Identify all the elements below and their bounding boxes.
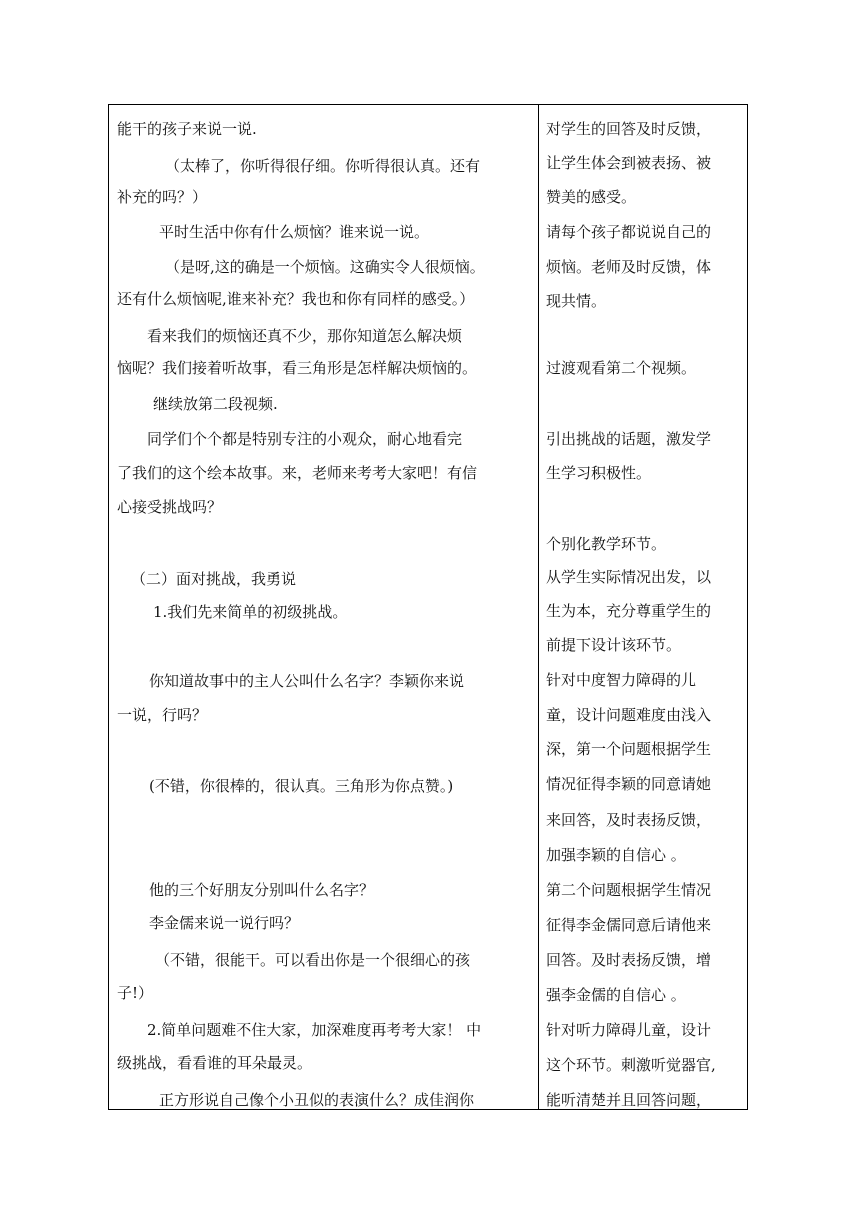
left-line-6: 还有什么烦恼呢,谁来补充？我也和你有同样的感受。） bbox=[117, 290, 475, 308]
left-line-19: 李金儒来说一说行吗？ bbox=[149, 914, 300, 932]
right-line-5: 烦恼。老师及时反馈，体 bbox=[546, 258, 712, 276]
left-line-15: 你知道故事中的主人公叫什么名字？李颖你来说 bbox=[149, 672, 465, 690]
right-line-16: 深，第一个问题根据学生 bbox=[546, 740, 712, 758]
left-line-21: 子!） bbox=[117, 984, 154, 1002]
left-line-8: 恼呢？我们接着听故事，看三角形是怎样解决烦恼的。 bbox=[117, 359, 478, 377]
left-line-23: 级挑战，看看谁的耳朵最灵。 bbox=[117, 1054, 313, 1072]
left-line-14: 1.我们先来简单的初级挑战。 bbox=[153, 603, 348, 621]
right-line-15: 童，设计问题难度由浅入 bbox=[546, 706, 712, 724]
right-line-13: 前提下设计该环节。 bbox=[546, 636, 682, 654]
right-line-7: 过渡观看第二个视频。 bbox=[546, 359, 697, 377]
left-line-12: 心接受挑战吗？ bbox=[117, 498, 223, 516]
left-line-16: 一说，行吗？ bbox=[117, 706, 208, 724]
right-line-6: 现共情。 bbox=[546, 292, 607, 310]
right-line-23: 强李金儒的自信心 。 bbox=[546, 986, 686, 1004]
right-line-19: 加强李颖的自信心 。 bbox=[546, 846, 686, 864]
left-line-7: 看来我们的烦恼还真不少，那你知道怎么解决烦 bbox=[147, 327, 463, 345]
right-line-22: 回答。及时表扬反馈，增 bbox=[546, 951, 712, 969]
right-line-9: 生学习积极性。 bbox=[546, 464, 652, 482]
left-line-2: （太棒了，你听得很仔细。你听得很认真。还有 bbox=[165, 157, 481, 175]
left-line-5: （是呀,这的确是一个烦恼。这确实令人很烦恼。 bbox=[165, 258, 485, 276]
right-line-4: 请每个孩子都说说自己的 bbox=[546, 223, 712, 241]
right-line-10: 个别化教学环节。 bbox=[546, 535, 667, 553]
right-line-3: 赞美的感受。 bbox=[546, 188, 637, 206]
lesson-plan-table bbox=[108, 104, 748, 1110]
left-line-4: 平时生活中你有什么烦恼？谁来说一说。 bbox=[159, 223, 430, 241]
right-line-26: 能听清楚并且回答问题， bbox=[546, 1091, 712, 1109]
right-line-24: 针对听力障碍儿童，设计 bbox=[546, 1021, 712, 1039]
left-line-18: 他的三个好朋友分别叫什么名字？ bbox=[149, 881, 375, 899]
left-line-11: 了我们的这个绘本故事。来，老师来考考大家吧！有信 bbox=[117, 464, 478, 482]
left-line-3: 补充的吗？） bbox=[117, 188, 208, 206]
right-line-2: 让学生体会到被表扬、被 bbox=[546, 154, 712, 172]
column-divider bbox=[538, 105, 539, 1109]
right-line-12: 生为本，充分尊重学生的 bbox=[546, 602, 712, 620]
right-line-20: 第二个问题根据学生情况 bbox=[546, 881, 712, 899]
right-line-8: 引出挑战的话题，激发学 bbox=[546, 430, 712, 448]
right-line-18: 来回答，及时表扬反馈， bbox=[546, 811, 712, 829]
right-line-17: 情况征得李颖的同意请她 bbox=[546, 775, 712, 793]
left-line-17: (不错，你很棒的，很认真。三角形为你点赞。) bbox=[149, 777, 454, 795]
left-line-20: （不错，很能干。可以看出你是一个很细心的孩 bbox=[155, 951, 471, 969]
left-line-1: 能干的孩子来说一说. bbox=[117, 120, 257, 138]
right-line-14: 针对中度智力障碍的儿 bbox=[546, 671, 697, 689]
right-line-1: 对学生的回答及时反馈， bbox=[546, 120, 712, 138]
left-line-24: 正方形说自己像个小丑似的表演什么？成佳润你 bbox=[159, 1091, 475, 1109]
right-line-25: 这个环节。刺激听觉器官, bbox=[546, 1056, 716, 1074]
right-line-21: 征得李金儒同意后请他来 bbox=[546, 916, 712, 934]
left-line-22: 2.简单问题难不住大家，加深难度再考考大家！ 中 bbox=[147, 1021, 482, 1039]
left-line-10: 同学们个个都是特别专注的小观众，耐心地看完 bbox=[147, 430, 463, 448]
left-line-13: （二）面对挑战，我勇说 bbox=[131, 570, 297, 588]
right-line-11: 从学生实际情况出发，以 bbox=[546, 568, 712, 586]
left-line-9: 继续放第二段视频. bbox=[153, 395, 278, 413]
